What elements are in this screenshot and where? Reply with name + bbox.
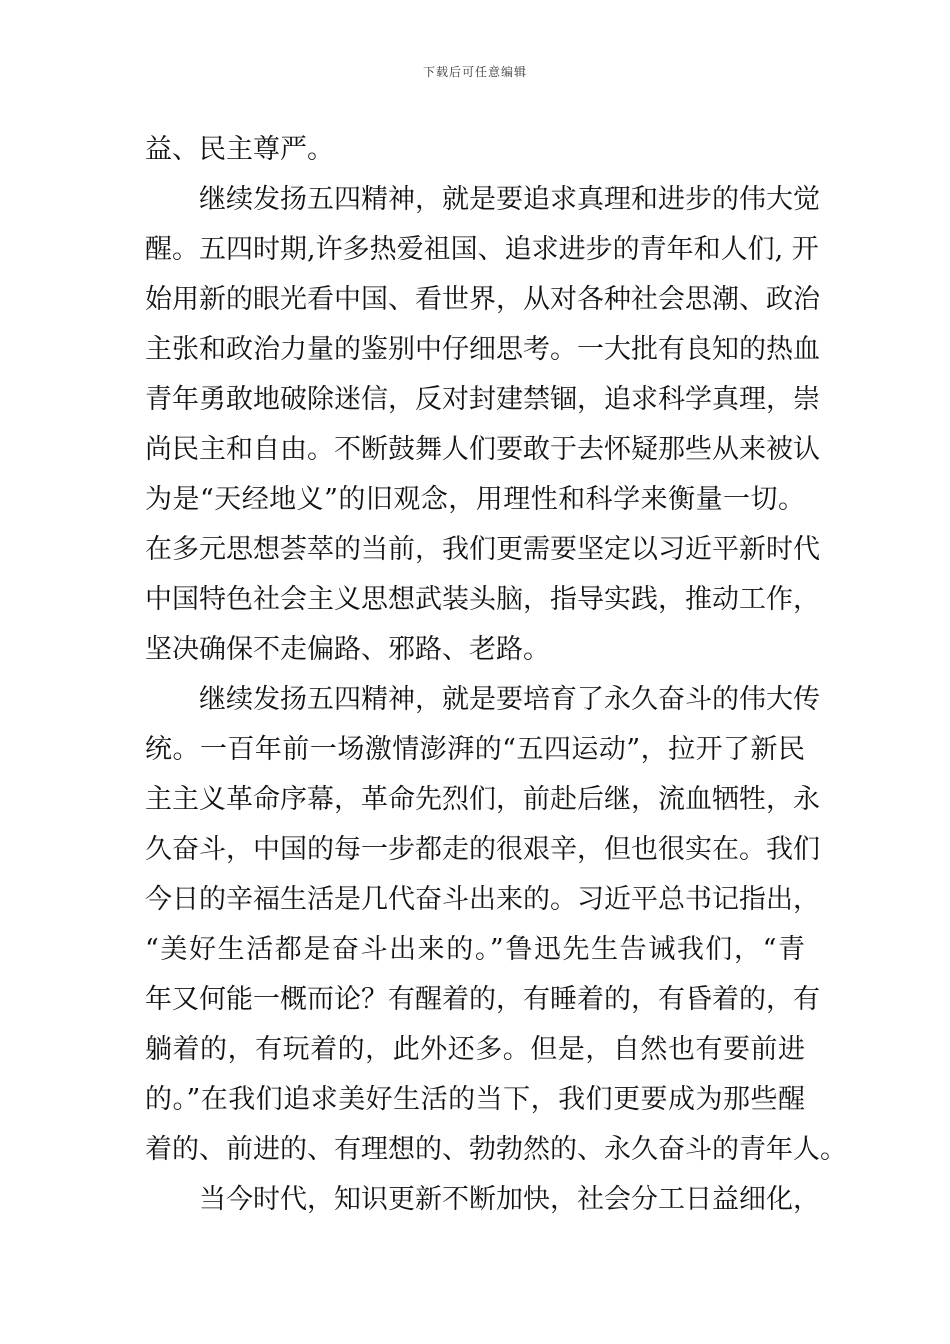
text-line: 尚民主和自由。不断鼓舞人们要敢于去怀疑那些从来被认 xyxy=(145,434,820,465)
header-note: 下载后可任意编辑 xyxy=(422,65,527,79)
text-line: 继续发扬五四精神，就是要追求真理和进步的伟大觉 xyxy=(145,184,820,215)
text-line: 久奋斗，中国的每一步都走的很艰辛，但也很实在。我们 xyxy=(145,834,820,865)
text-line: 益、民主尊严。 xyxy=(145,134,334,165)
text-line: 青年勇敢地破除迷信，反对封建禁锢，追求科学真理，崇 xyxy=(145,384,820,415)
text-line: 统。一百年前一场激情澎湃的“五四运动”，拉开了新民 xyxy=(145,734,805,765)
text-line: 始用新的眼光看中国、看世界，从对各种社会思潮、政治 xyxy=(145,284,820,315)
text-line: 当今时代，知识更新不断加快，社会分工日益细化， xyxy=(145,1184,820,1215)
text-line: 今日的辛福生活是几代奋斗出来的。习近平总书记指出， xyxy=(145,884,820,915)
text-line: 主主义革命序幕，革命先烈们，前赴后继，流血牺牲，永 xyxy=(145,784,820,815)
text-line: 为是“天经地义”的旧观念，用理性和科学来衡量一切。 xyxy=(145,484,805,515)
text-line: 主张和政治力量的鉴别中仔细思考。一大批有良知的热血 xyxy=(145,334,820,365)
text-line: 坚决确保不走偏路、邪路、老路。 xyxy=(145,634,550,665)
text-line: 醒。五四时期,许多热爱祖国、追求进步的青年和人们, 开 xyxy=(145,234,819,265)
text-line: 年又何能一概而论？有醒着的，有睡着的，有昏着的，有 xyxy=(145,984,820,1015)
text-line: 中国特色社会主义思想武装头脑，指导实践，推动工作， xyxy=(145,584,820,615)
text-line: 继续发扬五四精神，就是要培育了永久奋斗的伟大传 xyxy=(145,684,820,715)
text-line: 在多元思想荟萃的当前，我们更需要坚定以习近平新时代 xyxy=(145,534,820,565)
text-line: 的。”在我们追求美好生活的当下，我们更要成为那些醒 xyxy=(145,1084,805,1115)
text-line: “美好生活都是奋斗出来的。”鲁迅先生告诫我们，“青 xyxy=(145,934,805,965)
text-line: 着的、前进的、有理想的、勃勃然的、永久奋斗的青年人。 xyxy=(145,1134,847,1165)
text-line: 躺着的，有玩着的，此外还多。但是，自然也有要前进 xyxy=(145,1034,805,1065)
